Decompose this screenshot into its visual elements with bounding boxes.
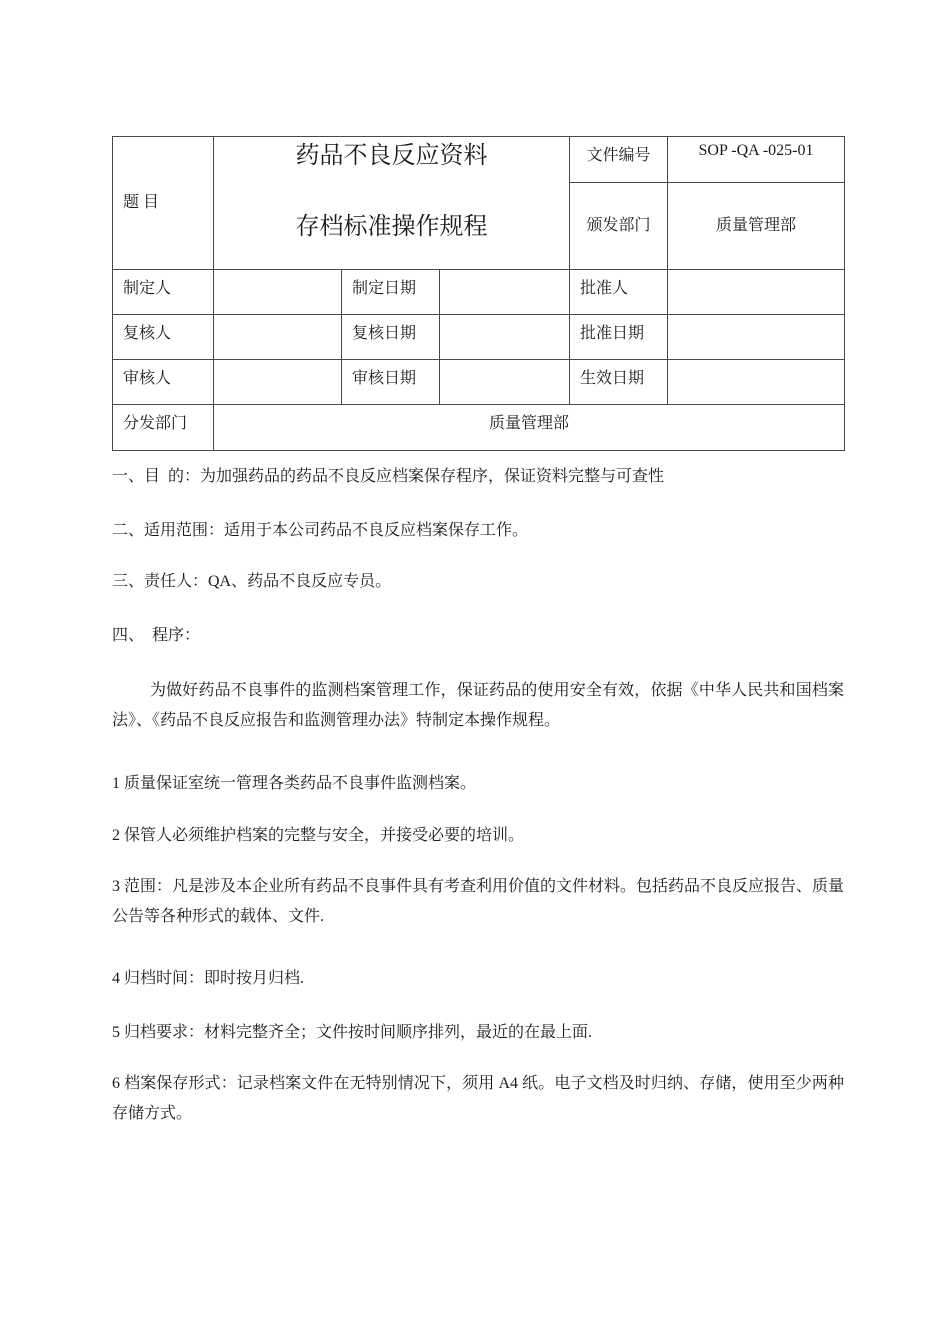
header-row-title [113, 137, 845, 183]
issuing-dept-label: 颁发部门 [570, 183, 668, 270]
prepare-date-label: 制定日期 [342, 270, 440, 315]
section-scope: 二、适用范围：适用于本公司药品不良反应档案保存工作。 [112, 522, 529, 539]
procedure-item: 5 归档要求：材料完整齐全；文件按时间顺序排列，最近的在最上面. [112, 1024, 593, 1041]
document-header-table [112, 136, 845, 451]
review-date-label: 复核日期 [342, 315, 440, 360]
distribution-value: 质量管理部 [214, 405, 845, 451]
doc-no-label: 文件编号 [570, 137, 668, 183]
title-line-1: 药品不良反应资料 [295, 143, 488, 169]
section-procedure-heading: 四、 程序： [112, 627, 201, 644]
approve-date-label: 批准日期 [570, 315, 668, 360]
preparer-value [214, 270, 342, 315]
procedure-item: 6 档案保存形式：记录档案文件在无特别情况下，须用 A4 纸。电子文档及时归纳、存储，使用至少两种存储方式。 [112, 1075, 844, 1122]
reviewer-label: 复核人 [113, 315, 214, 360]
doc-no-value: SOP -QA -025-01 [668, 137, 845, 183]
audit-date-value [440, 360, 570, 405]
audit-date-label: 审核日期 [342, 360, 440, 405]
effective-date-label: 生效日期 [570, 360, 668, 405]
section-responsible: 三、责任人：QA、药品不良反应专员。 [112, 573, 392, 590]
review-date-value [440, 315, 570, 360]
signature-row [113, 315, 845, 360]
signature-row [113, 360, 845, 405]
procedure-item: 4 归档时间：即时按月归档. [112, 970, 305, 987]
auditor-value [214, 360, 342, 405]
procedure-item: 3 范围：凡是涉及本企业所有药品不良事件具有考查利用价值的文件材料。包括药品不良反应报告、质量公告等各种形式的载体、文件. [112, 878, 845, 925]
signature-row [113, 270, 845, 315]
auditor-label: 审核人 [113, 360, 214, 405]
preparer-label: 制定人 [113, 270, 214, 315]
effective-date-value [668, 360, 845, 405]
distribution-label: 分发部门 [113, 405, 214, 451]
reviewer-value [214, 315, 342, 360]
procedure-intro: 为做好药品不良事件的监测档案管理工作，保证药品的使用安全有效，依据《中华人民共和国档案法》、《药品不良反应报告和监测管理办法》特制定本操作规程。 [112, 682, 844, 729]
document-title [214, 137, 570, 270]
prepare-date-value [440, 270, 570, 315]
approve-date-value [668, 315, 845, 360]
approver-value [668, 270, 845, 315]
procedure-item: 2 保管人必须维护档案的完整与安全，并接受必要的培训。 [112, 827, 525, 844]
approver-label: 批准人 [570, 270, 668, 315]
issuing-dept-value: 质量管理部 [668, 183, 845, 270]
distribution-row [113, 405, 845, 451]
subject-label: 题 目 [113, 137, 214, 270]
procedure-item: 1 质量保证室统一管理各类药品不良事件监测档案。 [112, 775, 477, 792]
title-line-2: 存档标准操作规程 [295, 214, 488, 240]
section-purpose: 一、目 的：为加强药品的药品不良反应档案保存程序，保证资料完整与可查性 [112, 468, 665, 485]
